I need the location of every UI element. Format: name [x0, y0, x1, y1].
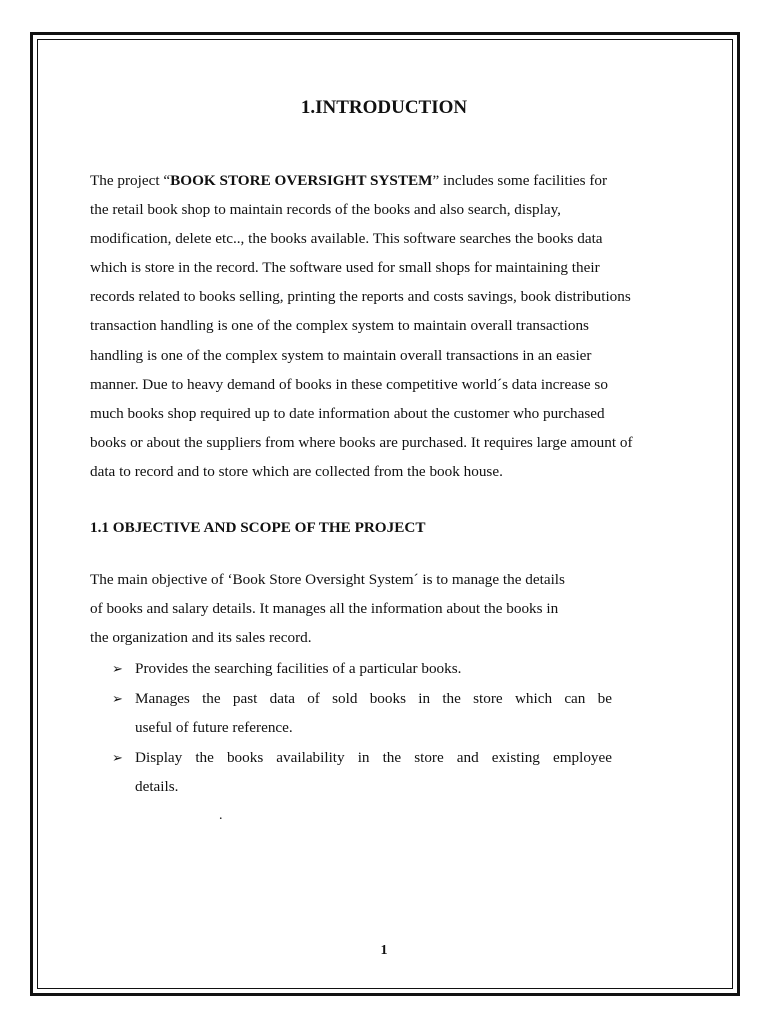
intro-line: transaction handling is one of the complex system to maintain overall transactions	[90, 317, 589, 335]
objective-bullet-list	[112, 654, 612, 802]
intro-line	[90, 166, 670, 195]
bullet-text-continuation: details.	[135, 778, 179, 795]
intro-line: data to record and to store which are collected from the book house.	[90, 462, 503, 480]
arrowhead-bullet-icon: ➢	[112, 690, 123, 706]
intro-line: handling is one of the complex system to maintain overall transactions in an easier	[90, 346, 592, 364]
objective-line: the organization and its sales record.	[90, 629, 312, 647]
objective-paragraph	[90, 565, 610, 652]
intro-line: records related to books selling, printing the reports and costs savings, book distributions	[90, 288, 631, 306]
intro-line-text: ” includes some facilities for	[432, 172, 608, 189]
project-name: BOOK STORE OVERSIGHT SYSTEM	[170, 172, 433, 189]
intro-line: much books shop required up to date information about the customer who purchased	[90, 404, 605, 422]
bullet-text: Provides the searching facilities of a particular books.	[135, 660, 462, 677]
bullet-text: Display the books availability in the store and existing employee	[135, 748, 612, 766]
bullet-text-continuation: useful of future reference.	[135, 719, 293, 736]
page-number: 1	[380, 943, 388, 958]
objective-line: of books and salary details. It manages all the information about the books in	[90, 600, 559, 618]
bullet-item	[112, 743, 612, 802]
stray-mark: .	[219, 808, 223, 823]
intro-line: which is store in the record. The software used for small shops for maintaining their	[90, 259, 600, 277]
bullet-item	[112, 654, 612, 684]
intro-line: the retail book shop to maintain records of the books and also search, display,	[90, 201, 561, 219]
intro-paragraph	[90, 166, 670, 486]
section-heading: 1.1 OBJECTIVE AND SCOPE OF THE PROJECT	[90, 519, 426, 536]
intro-line: modification, delete etc.., the books available. This software searches the books data	[90, 230, 603, 248]
arrowhead-bullet-icon: ➢	[112, 749, 123, 765]
intro-lead: The project “	[90, 172, 171, 189]
page-title: 1.INTRODUCTION	[300, 97, 468, 118]
bullet-text: Manages the past data of sold books in the store which can be	[135, 689, 612, 707]
bullet-item	[112, 684, 612, 743]
arrowhead-bullet-icon: ➢	[112, 661, 123, 676]
intro-line: manner. Due to heavy demand of books in these competitive world´s data increase so	[90, 375, 608, 393]
objective-line: The main objective of ‘Book Store Oversight System´ is to manage the details	[90, 571, 565, 588]
intro-line: books or about the suppliers from where books are purchased. It requires large amount of	[90, 433, 633, 451]
